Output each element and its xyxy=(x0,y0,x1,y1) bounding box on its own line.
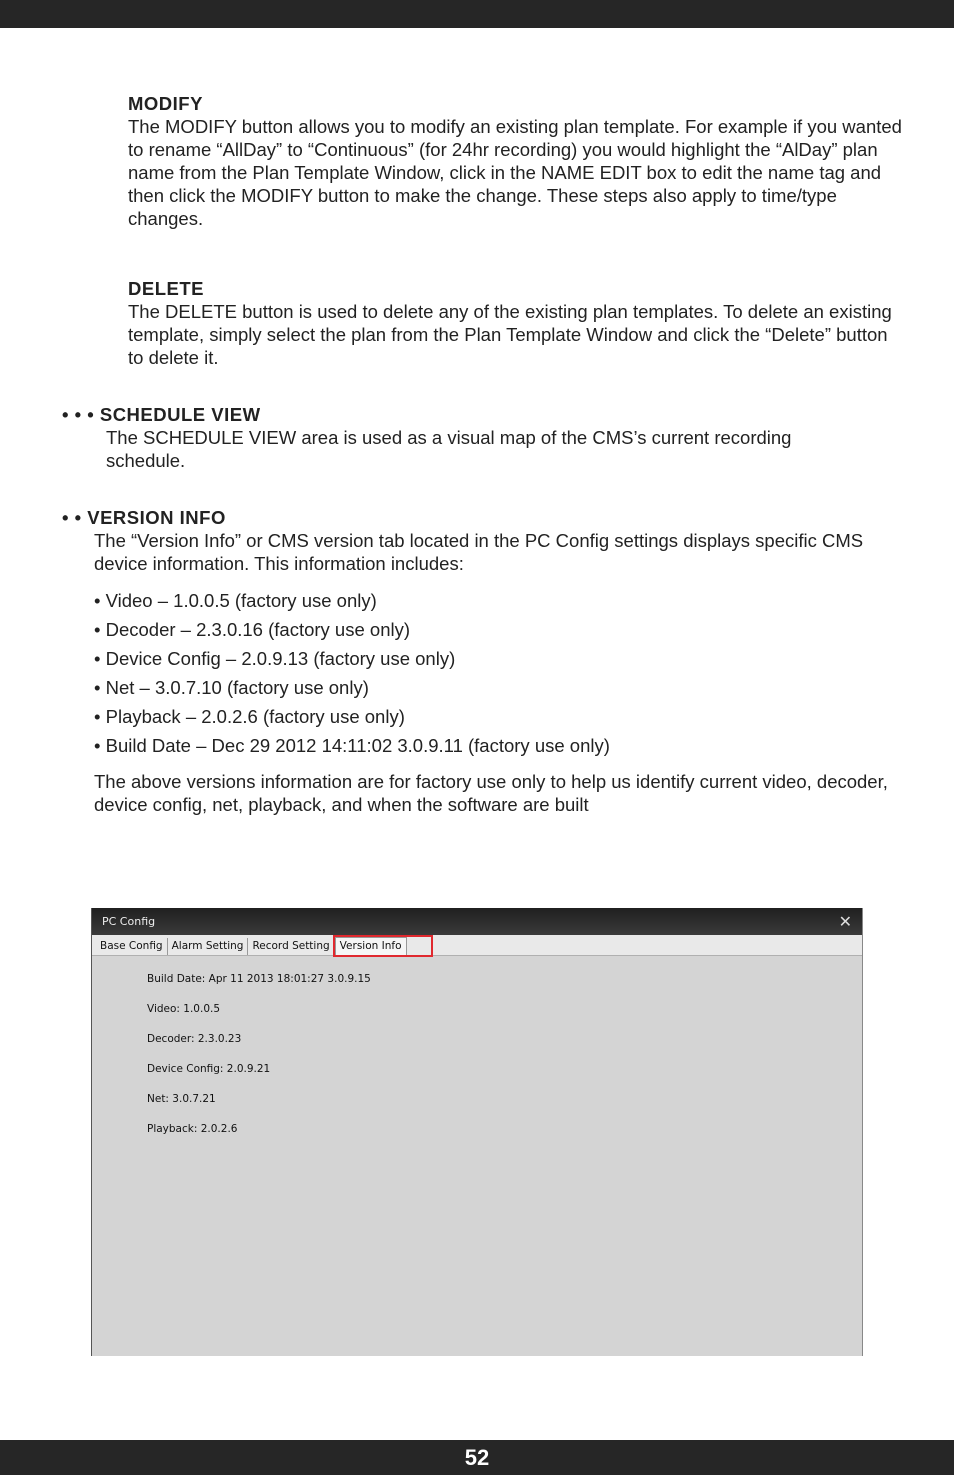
list-item: • Decoder – 2.3.0.16 (factory use only) xyxy=(94,619,410,640)
list-item: • Video – 1.0.0.5 (factory use only) xyxy=(94,590,377,611)
list-item: • Playback – 2.0.2.6 (factory use only) xyxy=(94,706,405,727)
tab-record-setting[interactable]: Record Setting xyxy=(248,938,334,955)
modify-body: The MODIFY button allows you to modify an existing plan template. For example if you wanted to rename “AllDay” to “Continuous” (for 24hr recording) you would highlight the “AlDay” plan name from the Plan Template Window, click in the NAME EDIT box to edit the name tag and then click the MODIFY button to make the change. These steps also apply to time/type changes. xyxy=(128,116,902,229)
schedule-view-heading: • • • SCHEDULE VIEW xyxy=(62,404,261,425)
close-icon[interactable]: ✕ xyxy=(838,911,852,931)
schedule-view-section xyxy=(62,403,862,472)
tab-version-info[interactable]: Version Info xyxy=(335,937,407,955)
schedule-view-body: The SCHEDULE VIEW area is used as a visual map of the CMS’s current recording schedule. xyxy=(106,427,792,471)
version-info-note: The above versions information are for factory use only to help us identify current video, decoder, device config, net, playback, and when the software are built xyxy=(94,771,888,815)
build-date-line: Build Date: Apr 11 2013 18:01:27 3.0.9.15 xyxy=(147,973,371,985)
list-item: • Net – 3.0.7.10 (factory use only) xyxy=(94,677,369,698)
delete-heading: DELETE xyxy=(128,278,204,299)
version-info-section xyxy=(62,506,902,816)
window-title: PC Config xyxy=(102,915,156,928)
net-line: Net: 3.0.7.21 xyxy=(147,1093,216,1105)
version-info-intro: The “Version Info” or CMS version tab located in the PC Config settings displays specific CMS device information. This information includes: xyxy=(94,530,864,574)
video-line: Video: 1.0.0.5 xyxy=(147,1003,221,1015)
footer-bar xyxy=(0,1440,954,1475)
tab-alarm-setting[interactable]: Alarm Setting xyxy=(168,938,249,955)
delete-section xyxy=(128,277,908,369)
list-item: • Build Date – Dec 29 2012 14:11:02 3.0.9.11 (factory use only) xyxy=(94,735,610,756)
version-info-panel xyxy=(92,956,862,1151)
decoder-line: Decoder: 2.3.0.23 xyxy=(147,1033,242,1045)
tab-base-config[interactable]: Base Config xyxy=(96,938,168,955)
window-title-bar xyxy=(92,908,862,935)
device-config-line: Device Config: 2.0.9.21 xyxy=(147,1063,271,1075)
delete-body: The DELETE button is used to delete any of the existing plan templates. To delete an existing template, simply select the plan from the Plan Template Window and click the “Delete” button to delete it. xyxy=(128,301,892,368)
version-list xyxy=(62,586,902,760)
tab-bar xyxy=(92,935,862,956)
list-item: • Device Config – 2.0.9.13 (factory use only) xyxy=(94,648,456,669)
top-bar xyxy=(0,0,954,28)
version-info-heading: • • VERSION INFO xyxy=(62,507,226,528)
modify-section xyxy=(128,92,908,230)
pc-config-window-screenshot xyxy=(91,908,863,1356)
page-number: 52 xyxy=(464,1444,490,1470)
modify-heading: MODIFY xyxy=(128,93,203,114)
playback-line: Playback: 2.0.2.6 xyxy=(147,1123,238,1135)
